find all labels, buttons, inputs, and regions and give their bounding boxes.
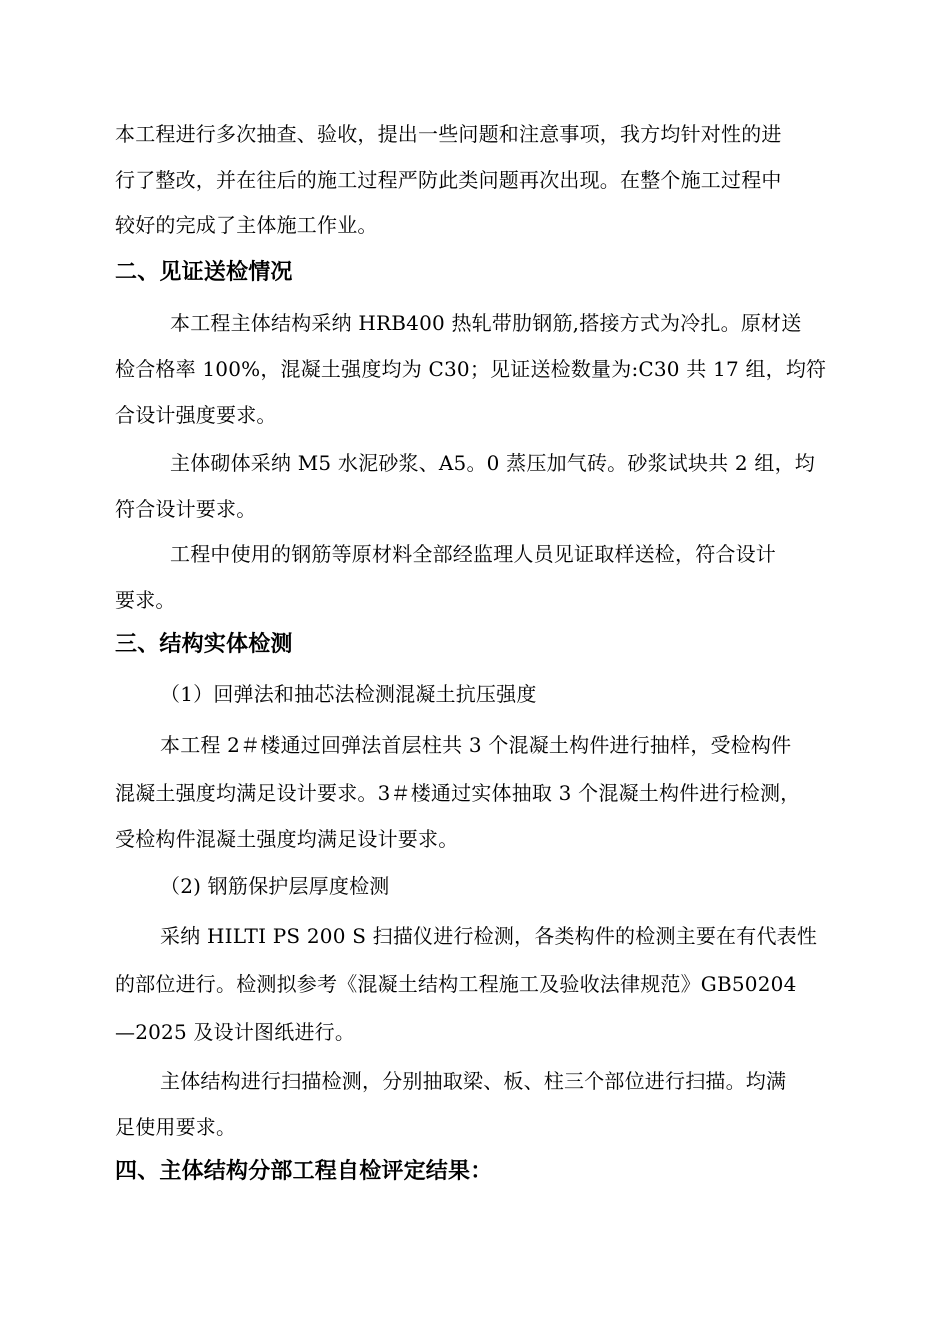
- intro-line-2: 行了整改，并在往后的施工过程严防此类问题再次出现。在整个施工过程中: [115, 168, 782, 192]
- s3-para3-line-1: 主体结构进行扫描检测，分别抽取梁、板、柱三个部位进行扫描。均满: [160, 1069, 787, 1093]
- s3-sub1: （1）回弹法和抽芯法检测混凝土抗压强度: [160, 682, 537, 706]
- section-4-heading: 四、主体结构分部工程自检评定结果：: [115, 1159, 493, 1184]
- section-3-heading: 三、结构实体检测: [115, 632, 293, 657]
- intro-line-3: 较好的完成了主体施工作业。: [115, 213, 378, 237]
- s2-para1-line-3: 合设计强度要求。: [115, 403, 277, 427]
- s2-para3-line-2: 要求。: [115, 588, 176, 612]
- s2-para1-line-1: 本工程主体结构采纳 HRB400 热轧带肋钢筋,搭接方式为冷扎。原材送: [170, 311, 802, 335]
- s2-para2-line-2: 符合设计要求。: [115, 497, 257, 521]
- s3-para2-line-3: —2025 及设计图纸进行。: [115, 1020, 356, 1044]
- s3-para1-line-2: 混凝土强度均满足设计要求。3＃楼通过实体抽取 3 个混凝土构件进行检测，: [115, 781, 801, 805]
- s3-para1-line-3: 受检构件混凝土强度均满足设计要求。: [115, 827, 459, 851]
- s3-para3-line-2: 足使用要求。: [115, 1115, 237, 1139]
- s2-para3-line-1: 工程中使用的钢筋等原材料全部经监理人员见证取样送检，符合设计: [170, 542, 776, 566]
- intro-line-1: 本工程进行多次抽查、验收，提出一些问题和注意事项，我方均针对性的进: [115, 122, 782, 146]
- s3-sub2: （2) 钢筋保护层厚度检测: [160, 874, 390, 898]
- s2-para1-line-2: 检合格率 100%，混凝土强度均为 C30；见证送检数量为:C30 共 17 组，均符: [115, 357, 827, 381]
- section-2-heading: 二、见证送检情况: [115, 260, 293, 285]
- s3-para2-line-1: 采纳 HILTI PS 200 S 扫描仪进行检测，各类构件的检测主要在有代表性: [160, 924, 818, 948]
- s2-para2-line-1: 主体砌体采纳 M5 水泥砂浆、A5。0 蒸压加气砖。砂浆试块共 2 组，均: [170, 451, 816, 475]
- s3-para2-line-2: 的部位进行。检测拟参考《混凝土结构工程施工及验收法律规范》GB50204: [115, 972, 797, 996]
- s3-para1-line-1: 本工程 2＃楼通过回弹法首层柱共 3 个混凝土构件进行抽样，受检构件: [160, 733, 792, 757]
